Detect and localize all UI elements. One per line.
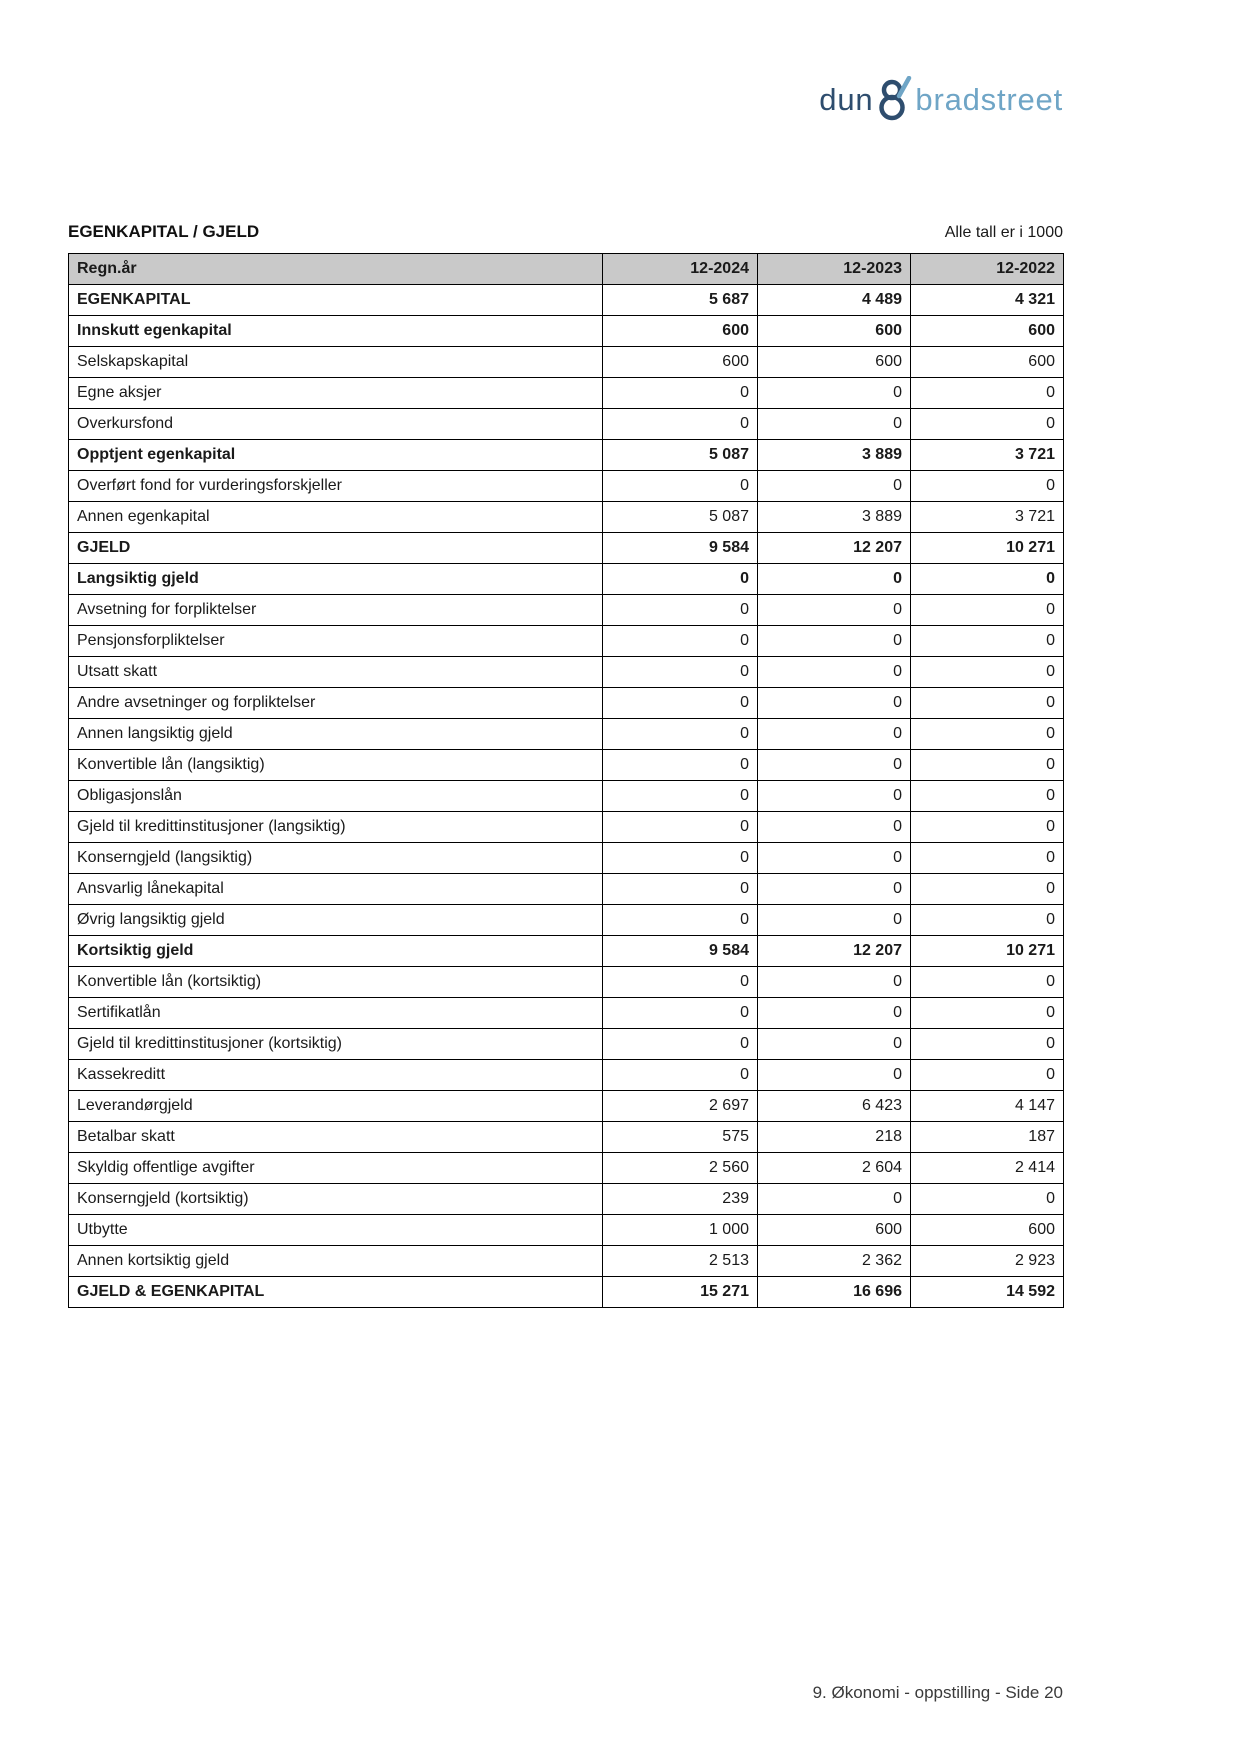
- table-row: [69, 1215, 1064, 1246]
- row-value: 0: [911, 1029, 1064, 1060]
- row-value: 0: [603, 967, 758, 998]
- table-row: [69, 812, 1064, 843]
- row-value: 2 697: [603, 1091, 758, 1122]
- row-value: 0: [758, 626, 911, 657]
- row-label: Leverandørgjeld: [69, 1091, 603, 1122]
- table-header-row: [69, 254, 1064, 285]
- table-row: [69, 409, 1064, 440]
- row-value: 0: [911, 750, 1064, 781]
- row-value: 10 271: [911, 936, 1064, 967]
- row-value: 0: [911, 719, 1064, 750]
- table-row: [69, 471, 1064, 502]
- row-value: 0: [758, 409, 911, 440]
- row-value: 0: [758, 471, 911, 502]
- table-row: [69, 1060, 1064, 1091]
- row-value: 0: [911, 781, 1064, 812]
- row-value: 0: [603, 378, 758, 409]
- row-value: 0: [603, 781, 758, 812]
- row-value: 0: [911, 471, 1064, 502]
- page-footer: 9. Økonomi - oppstilling - Side 20: [812, 1683, 1063, 1702]
- row-label: Konserngjeld (kortsiktig): [69, 1184, 603, 1215]
- row-value: 0: [911, 967, 1064, 998]
- row-label: Avsetning for forpliktelser: [69, 595, 603, 626]
- row-value: 0: [758, 905, 911, 936]
- row-value: 0: [603, 657, 758, 688]
- row-label: Konserngjeld (langsiktig): [69, 843, 603, 874]
- row-value: 187: [911, 1122, 1064, 1153]
- row-value: 3 721: [911, 440, 1064, 471]
- row-label: Innskutt egenkapital: [69, 316, 603, 347]
- row-value: 0: [758, 750, 911, 781]
- row-label: Gjeld til kredittinstitusjoner (kortsiktig): [69, 1029, 603, 1060]
- row-value: 600: [911, 347, 1064, 378]
- row-value: 0: [911, 843, 1064, 874]
- row-value: 0: [911, 409, 1064, 440]
- ampersand-icon: [876, 76, 912, 122]
- row-value: 0: [603, 750, 758, 781]
- row-value: 0: [911, 657, 1064, 688]
- row-label: Utsatt skatt: [69, 657, 603, 688]
- units-note: Alle tall er i 1000: [944, 224, 1063, 241]
- table-row: [69, 533, 1064, 564]
- row-value: 0: [758, 781, 911, 812]
- row-value: 0: [758, 688, 911, 719]
- row-value: 1 000: [603, 1215, 758, 1246]
- row-value: 4 489: [758, 285, 911, 316]
- row-value: 0: [758, 1029, 911, 1060]
- row-label: Annen langsiktig gjeld: [69, 719, 603, 750]
- table-row: [69, 750, 1064, 781]
- row-value: 0: [603, 1060, 758, 1091]
- row-value: 0: [603, 719, 758, 750]
- row-value: 2 560: [603, 1153, 758, 1184]
- row-value: 0: [603, 409, 758, 440]
- row-label: GJELD: [69, 533, 603, 564]
- row-value: 600: [603, 316, 758, 347]
- table-row: [69, 285, 1064, 316]
- row-value: 3 889: [758, 502, 911, 533]
- row-value: 16 696: [758, 1277, 911, 1308]
- title-row: [68, 222, 1063, 242]
- row-value: 0: [758, 378, 911, 409]
- row-value: 0: [603, 595, 758, 626]
- row-value: 0: [911, 905, 1064, 936]
- table-header-year-2023: 12-2023: [758, 254, 911, 285]
- table-row: [69, 564, 1064, 595]
- row-label: Obligasjonslån: [69, 781, 603, 812]
- row-label: Utbytte: [69, 1215, 603, 1246]
- table-row: [69, 440, 1064, 471]
- table-row: [69, 502, 1064, 533]
- row-label: Ansvarlig lånekapital: [69, 874, 603, 905]
- row-label: Kortsiktig gjeld: [69, 936, 603, 967]
- row-value: 0: [911, 1060, 1064, 1091]
- table-row: [69, 936, 1064, 967]
- table-row: [69, 1246, 1064, 1277]
- row-value: 2 362: [758, 1246, 911, 1277]
- row-value: 0: [603, 998, 758, 1029]
- row-value: 0: [758, 967, 911, 998]
- row-value: 10 271: [911, 533, 1064, 564]
- row-value: 2 414: [911, 1153, 1064, 1184]
- row-value: 15 271: [603, 1277, 758, 1308]
- table-row: [69, 688, 1064, 719]
- row-value: 575: [603, 1122, 758, 1153]
- row-label: Konvertible lån (kortsiktig): [69, 967, 603, 998]
- row-value: 0: [911, 874, 1064, 905]
- row-value: 4 147: [911, 1091, 1064, 1122]
- row-value: 0: [603, 843, 758, 874]
- row-value: 0: [911, 626, 1064, 657]
- row-label: Egne aksjer: [69, 378, 603, 409]
- logo-text-dun: dun: [819, 81, 874, 117]
- row-value: 0: [758, 595, 911, 626]
- table-header-year-2022: 12-2022: [911, 254, 1064, 285]
- row-value: 9 584: [603, 936, 758, 967]
- row-label: Overkursfond: [69, 409, 603, 440]
- table-row: [69, 874, 1064, 905]
- row-value: 600: [758, 1215, 911, 1246]
- row-value: 0: [758, 843, 911, 874]
- row-value: 600: [911, 316, 1064, 347]
- row-label: GJELD & EGENKAPITAL: [69, 1277, 603, 1308]
- table-row: [69, 378, 1064, 409]
- row-label: Overført fond for vurderingsforskjeller: [69, 471, 603, 502]
- row-value: 239: [603, 1184, 758, 1215]
- row-value: 0: [603, 812, 758, 843]
- row-value: 0: [758, 874, 911, 905]
- table-header-year-2024: 12-2024: [603, 254, 758, 285]
- row-value: 0: [911, 564, 1064, 595]
- page-title: EGENKAPITAL / GJELD: [68, 222, 260, 241]
- row-label: Gjeld til kredittinstitusjoner (langsiktig): [69, 812, 603, 843]
- row-value: 0: [758, 812, 911, 843]
- row-value: 0: [603, 471, 758, 502]
- row-value: 0: [603, 688, 758, 719]
- table-row: [69, 1184, 1064, 1215]
- row-label: Annen egenkapital: [69, 502, 603, 533]
- table-row: [69, 595, 1064, 626]
- row-value: 600: [911, 1215, 1064, 1246]
- table-header-regnar: Regn.år: [69, 254, 603, 285]
- row-label: Andre avsetninger og forpliktelser: [69, 688, 603, 719]
- table-row: [69, 781, 1064, 812]
- dun-bradstreet-logo: [819, 76, 1063, 122]
- row-value: 0: [758, 719, 911, 750]
- row-label: Pensjonsforpliktelser: [69, 626, 603, 657]
- row-value: 0: [758, 657, 911, 688]
- row-value: 3 889: [758, 440, 911, 471]
- row-value: 0: [758, 564, 911, 595]
- row-value: 218: [758, 1122, 911, 1153]
- row-value: 2 923: [911, 1246, 1064, 1277]
- row-value: 0: [911, 812, 1064, 843]
- row-value: 2 513: [603, 1246, 758, 1277]
- row-value: 0: [911, 688, 1064, 719]
- row-label: Skyldig offentlige avgifter: [69, 1153, 603, 1184]
- row-label: EGENKAPITAL: [69, 285, 603, 316]
- table-row: [69, 347, 1064, 378]
- row-value: 5 087: [603, 440, 758, 471]
- row-label: Annen kortsiktig gjeld: [69, 1246, 603, 1277]
- row-value: 0: [603, 1029, 758, 1060]
- row-value: 12 207: [758, 533, 911, 564]
- row-value: 9 584: [603, 533, 758, 564]
- row-value: 0: [758, 998, 911, 1029]
- table-row: [69, 719, 1064, 750]
- row-label: Øvrig langsiktig gjeld: [69, 905, 603, 936]
- row-value: 2 604: [758, 1153, 911, 1184]
- table-row: [69, 905, 1064, 936]
- row-value: 0: [911, 1184, 1064, 1215]
- row-label: Sertifikatlån: [69, 998, 603, 1029]
- table-row: [69, 657, 1064, 688]
- row-value: 600: [758, 347, 911, 378]
- row-label: Konvertible lån (langsiktig): [69, 750, 603, 781]
- row-value: 14 592: [911, 1277, 1064, 1308]
- table-row: [69, 967, 1064, 998]
- row-value: 6 423: [758, 1091, 911, 1122]
- table-row: [69, 626, 1064, 657]
- row-value: 0: [603, 874, 758, 905]
- table-row: [69, 1122, 1064, 1153]
- row-value: 4 321: [911, 285, 1064, 316]
- row-label: Betalbar skatt: [69, 1122, 603, 1153]
- balance-sheet-table: [68, 253, 1064, 1308]
- row-value: 600: [758, 316, 911, 347]
- table-row: [69, 1091, 1064, 1122]
- table-row: [69, 1029, 1064, 1060]
- row-value: 0: [603, 564, 758, 595]
- row-label: Kassekreditt: [69, 1060, 603, 1091]
- table-row: [69, 1153, 1064, 1184]
- table-row: [69, 1277, 1064, 1308]
- table-row: [69, 998, 1064, 1029]
- row-value: 3 721: [911, 502, 1064, 533]
- row-value: 0: [911, 378, 1064, 409]
- row-value: 600: [603, 347, 758, 378]
- row-value: 0: [911, 998, 1064, 1029]
- table-body: [69, 285, 1064, 1308]
- row-label: Selskapskapital: [69, 347, 603, 378]
- logo-text-bradstreet: bradstreet: [915, 81, 1063, 117]
- row-label: Langsiktig gjeld: [69, 564, 603, 595]
- row-value: 0: [758, 1184, 911, 1215]
- row-value: 0: [603, 905, 758, 936]
- table-row: [69, 843, 1064, 874]
- table-row: [69, 316, 1064, 347]
- row-label: Opptjent egenkapital: [69, 440, 603, 471]
- row-value: 0: [758, 1060, 911, 1091]
- row-value: 5 087: [603, 502, 758, 533]
- row-value: 12 207: [758, 936, 911, 967]
- row-value: 0: [911, 595, 1064, 626]
- row-value: 5 687: [603, 285, 758, 316]
- row-value: 0: [603, 626, 758, 657]
